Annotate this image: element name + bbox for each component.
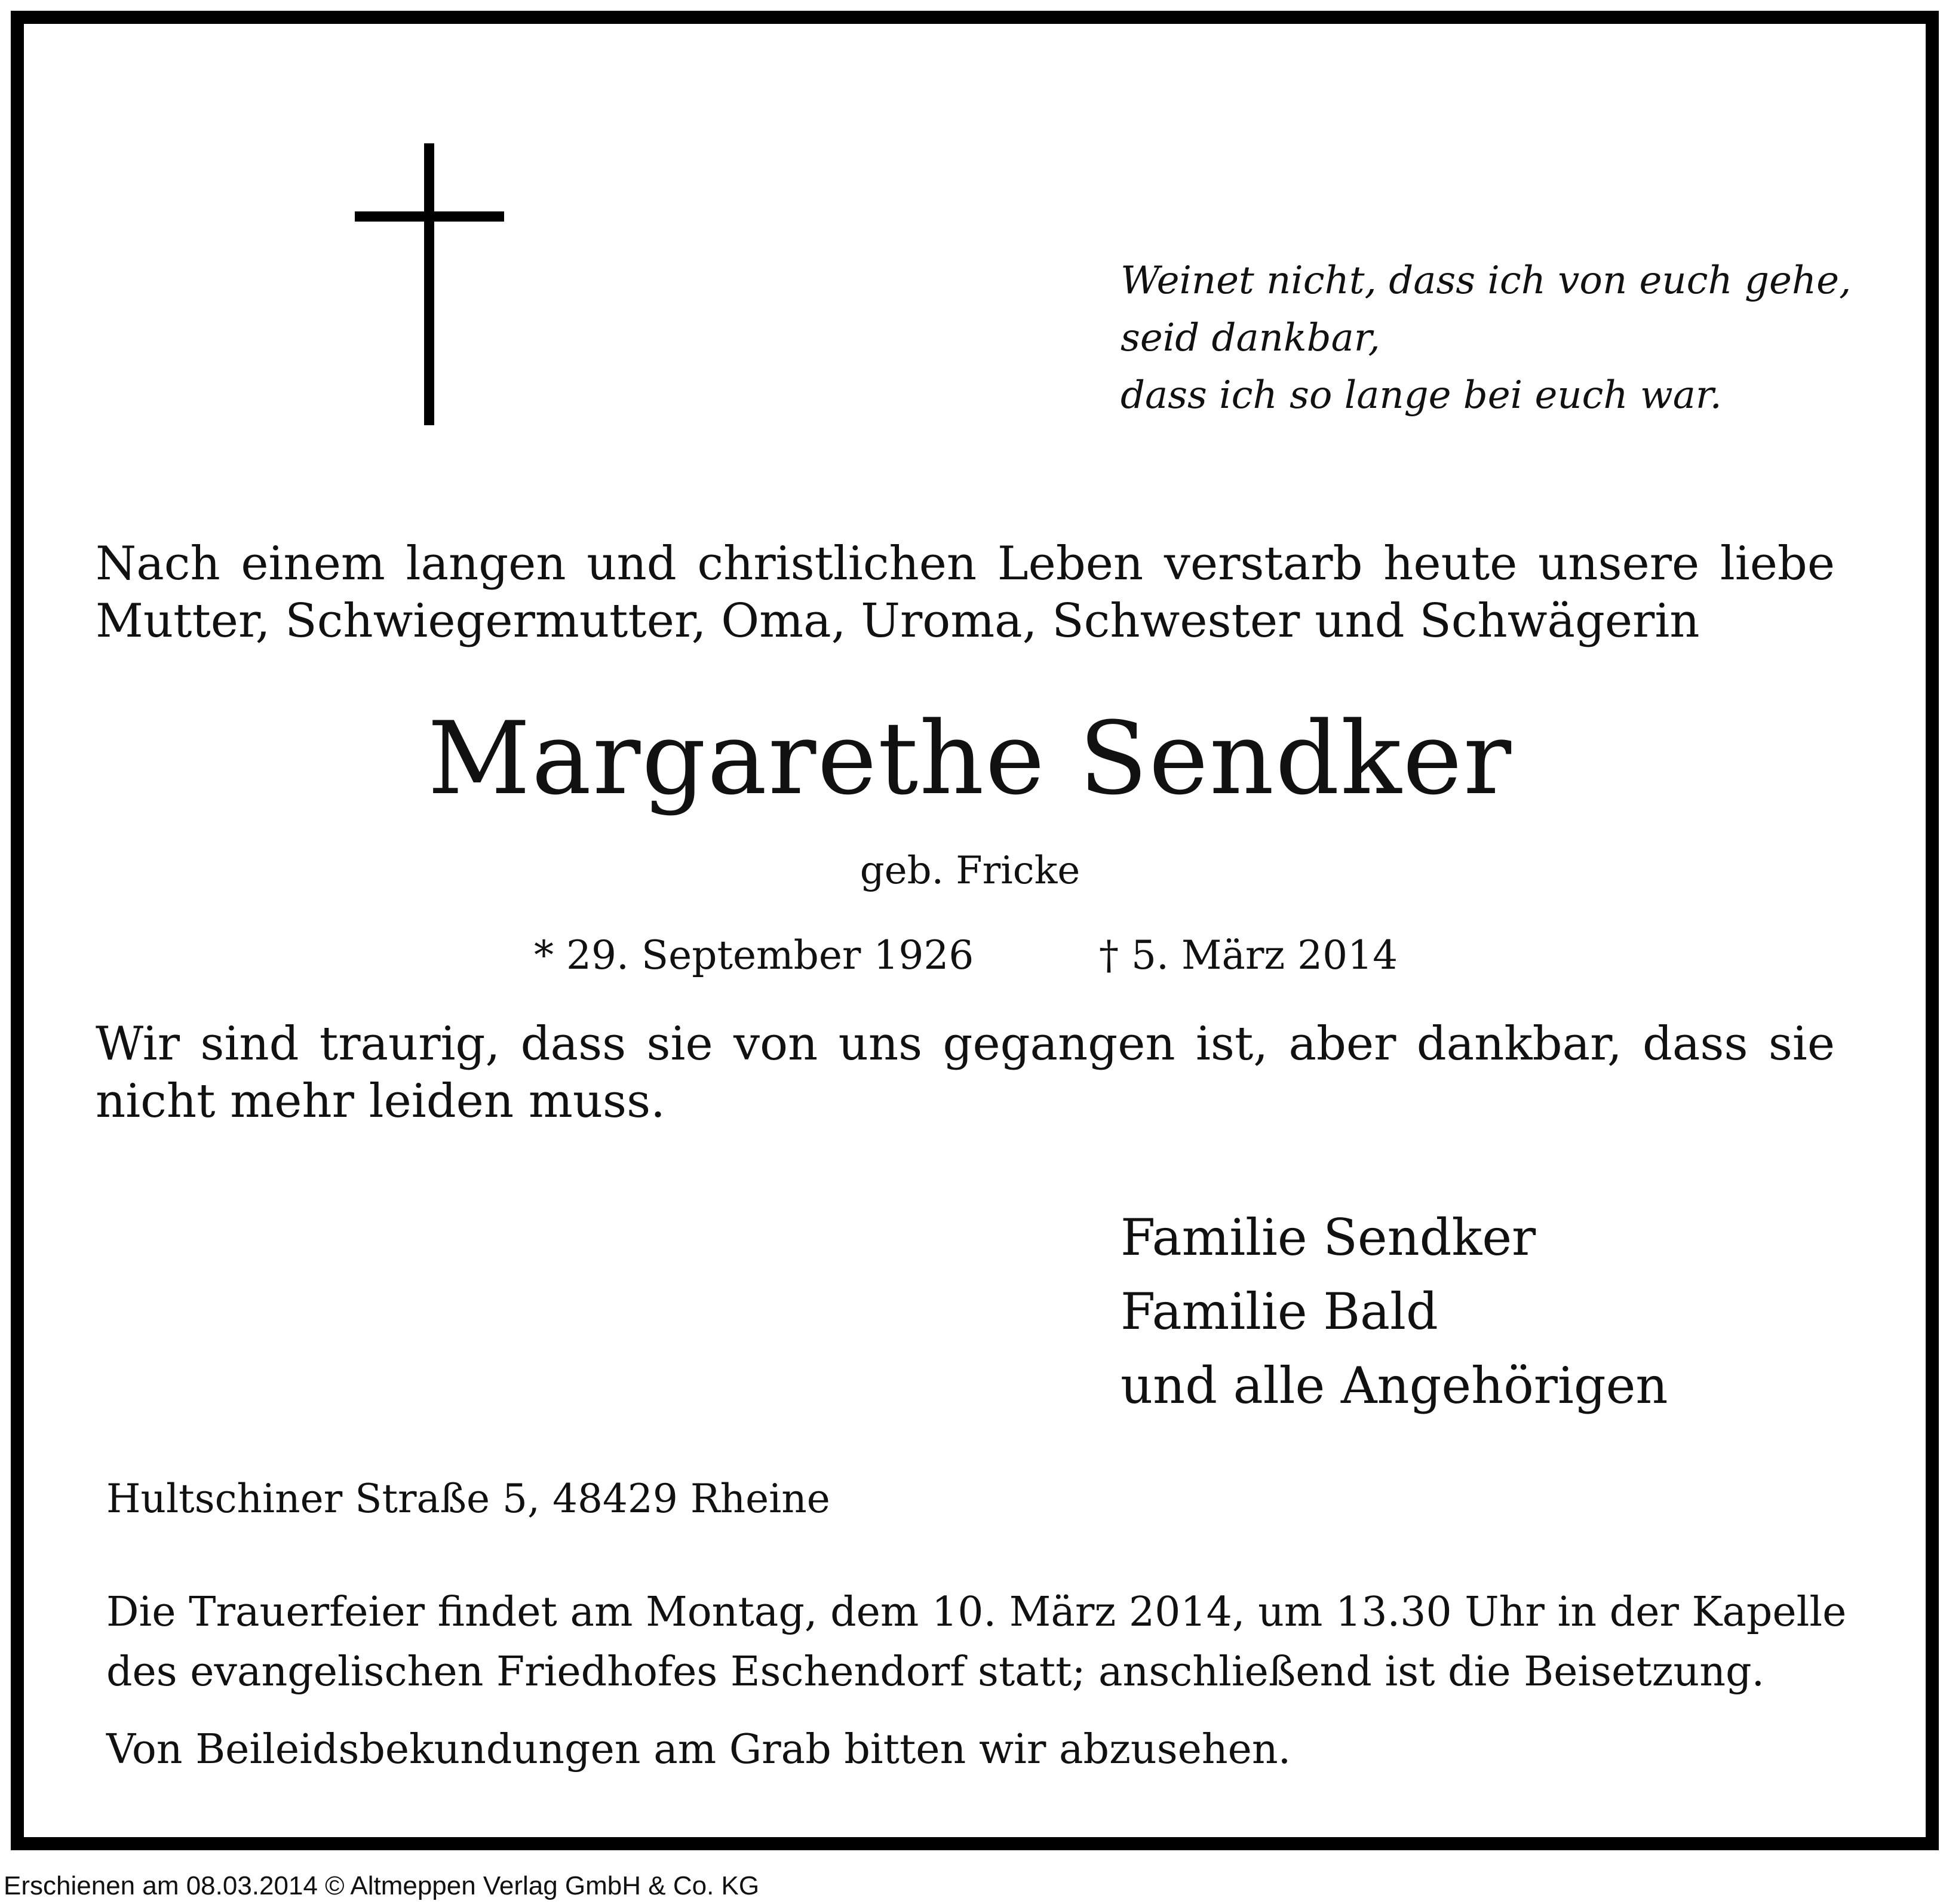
maiden-name: geb. Fricke [860, 849, 1080, 893]
death-date: † 5. März 2014 [1099, 932, 1398, 978]
publication-footer: Erschienen am 08.03.2014 © Altmeppen Verlag GmbH & Co. KG [4, 1871, 760, 1900]
intro-line: Mutter, Schwiegermutter, Oma, Uroma, Schwester und Schwägerin [96, 594, 1700, 648]
motto-line: seid dankbar, [1121, 316, 1380, 360]
ceremony-line: des evangelischen Friedhofes Eschendorf statt; anschließend ist die Beisetzung. [106, 1648, 1765, 1696]
mourner-entry: und alle Angehörigen [1121, 1356, 1668, 1415]
birth-date: * 29. September 1926 [534, 932, 974, 978]
motto-line: Weinet nicht, dass ich von euch gehe, [1121, 259, 1852, 303]
sorrow-line: Wir sind traurig, dass sie von uns gegangen ist, aber dankbar, dass sie [96, 1017, 1835, 1071]
sorrow-line: nicht mehr leiden muss. [96, 1074, 665, 1128]
cross-icon-vertical-bar [424, 143, 434, 425]
motto-line: dass ich so lange bei euch war. [1121, 373, 1722, 417]
deceased-name: Margarethe Sendker [427, 700, 1513, 817]
ceremony-line: Die Trauerfeier findet am Montag, dem 10. März 2014, um 13.30 Uhr in der Kapelle [106, 1589, 1847, 1636]
family-address: Hultschiner Straße 5, 48429 Rheine [106, 1476, 830, 1522]
ceremony-text [106, 1583, 1847, 1702]
motto-verse [1121, 252, 1897, 424]
sorrow-text [96, 1015, 1835, 1130]
mourner-entry: Familie Bald [1121, 1282, 1438, 1341]
intro-line: Nach einem langen und christlichen Leben verstarb heute unsere liebe [96, 537, 1835, 591]
intro-text [96, 535, 1835, 650]
cross-icon-horizontal-bar [355, 211, 504, 222]
mourner-entry: Familie Sendker [1121, 1208, 1536, 1267]
mourners-list [1121, 1200, 1668, 1423]
condolence-note: Von Beileidsbekundungen am Grab bitten wir abzusehen. [106, 1726, 1291, 1773]
